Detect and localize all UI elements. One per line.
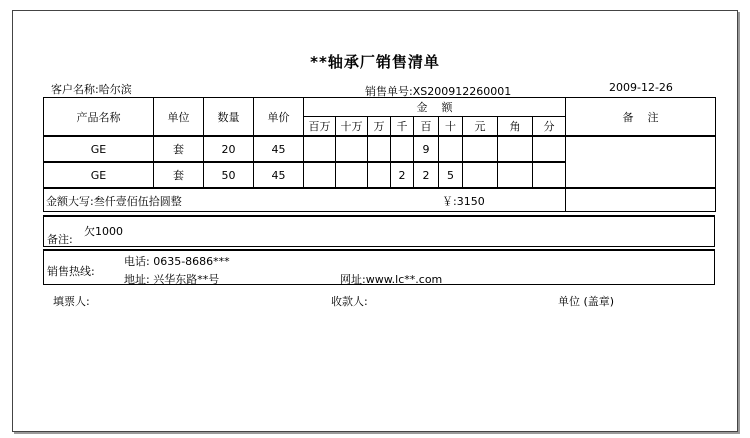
customer-name: 客户名称:哈尔滨	[51, 83, 132, 96]
cell-digit	[439, 136, 463, 162]
order-date: 2009-12-26	[609, 81, 673, 94]
header-qty: 数量	[204, 98, 254, 137]
amount-cell	[44, 188, 566, 212]
digit-header: 百	[414, 117, 439, 137]
amount-numeric: ￥:3150	[442, 195, 485, 208]
digit-header: 百万	[304, 117, 336, 137]
cell-remark	[566, 136, 716, 188]
cell-qty: 20	[204, 136, 254, 162]
digit-header: 万	[368, 117, 391, 137]
filler-label: 填票人:	[53, 295, 90, 308]
cell-digit	[336, 162, 368, 188]
cell-digit	[368, 162, 391, 188]
digit-header: 十	[439, 117, 463, 137]
cell-digit: 2	[391, 162, 414, 188]
cell-digit	[533, 162, 566, 188]
cell-qty: 50	[204, 162, 254, 188]
order-number: 销售单号:XS200912260001	[365, 85, 512, 98]
note-value: 欠1000	[84, 225, 123, 238]
hotline-section	[43, 249, 715, 285]
cell-digit	[498, 162, 533, 188]
cell-digit: 5	[439, 162, 463, 188]
cashier-label: 收款人:	[331, 295, 368, 308]
hotline-website: 网址:www.lc**.com	[340, 273, 443, 286]
cell-digit	[463, 162, 498, 188]
cell-product: GE	[44, 136, 154, 162]
cell-price: 45	[254, 136, 304, 162]
cell-digit	[391, 136, 414, 162]
header-price: 单价	[254, 98, 304, 137]
cell-product: GE	[44, 162, 154, 188]
hotline-phone: 电话: 0635-8686***	[124, 255, 230, 268]
cell-digit	[368, 136, 391, 162]
digit-header: 元	[463, 117, 498, 137]
items-table	[43, 97, 716, 212]
digit-header: 十万	[336, 117, 368, 137]
invoice-sheet	[12, 10, 738, 432]
amount-row	[44, 188, 716, 212]
document-title: **轴承厂销售清单	[310, 53, 440, 71]
table-row	[44, 136, 716, 162]
hotline-address: 地址: 兴华东路**号	[124, 273, 220, 286]
amount-words: 金额大写:叁仟壹佰伍拾圆整	[46, 195, 182, 208]
cell-digit	[463, 136, 498, 162]
cell-digit	[336, 136, 368, 162]
cell-price: 45	[254, 162, 304, 188]
header-remark: 备 注	[566, 98, 716, 137]
amount-remark-cell	[566, 188, 716, 212]
note-label: 备注:	[47, 233, 73, 246]
header-amount: 金 额	[304, 98, 566, 117]
digit-header: 千	[391, 117, 414, 137]
cell-digit: 2	[414, 162, 439, 188]
cell-unit: 套	[154, 136, 204, 162]
seal-label: 单位 (盖章)	[558, 295, 615, 308]
cell-digit: 9	[414, 136, 439, 162]
header-unit: 单位	[154, 98, 204, 137]
cell-digit	[498, 136, 533, 162]
digit-header: 角	[498, 117, 533, 137]
note-section	[43, 215, 715, 247]
cell-digit	[533, 136, 566, 162]
hotline-label: 销售热线:	[47, 265, 95, 278]
cell-digit	[304, 136, 336, 162]
cell-unit: 套	[154, 162, 204, 188]
header-product: 产品名称	[44, 98, 154, 137]
digit-header: 分	[533, 117, 566, 137]
cell-digit	[304, 162, 336, 188]
